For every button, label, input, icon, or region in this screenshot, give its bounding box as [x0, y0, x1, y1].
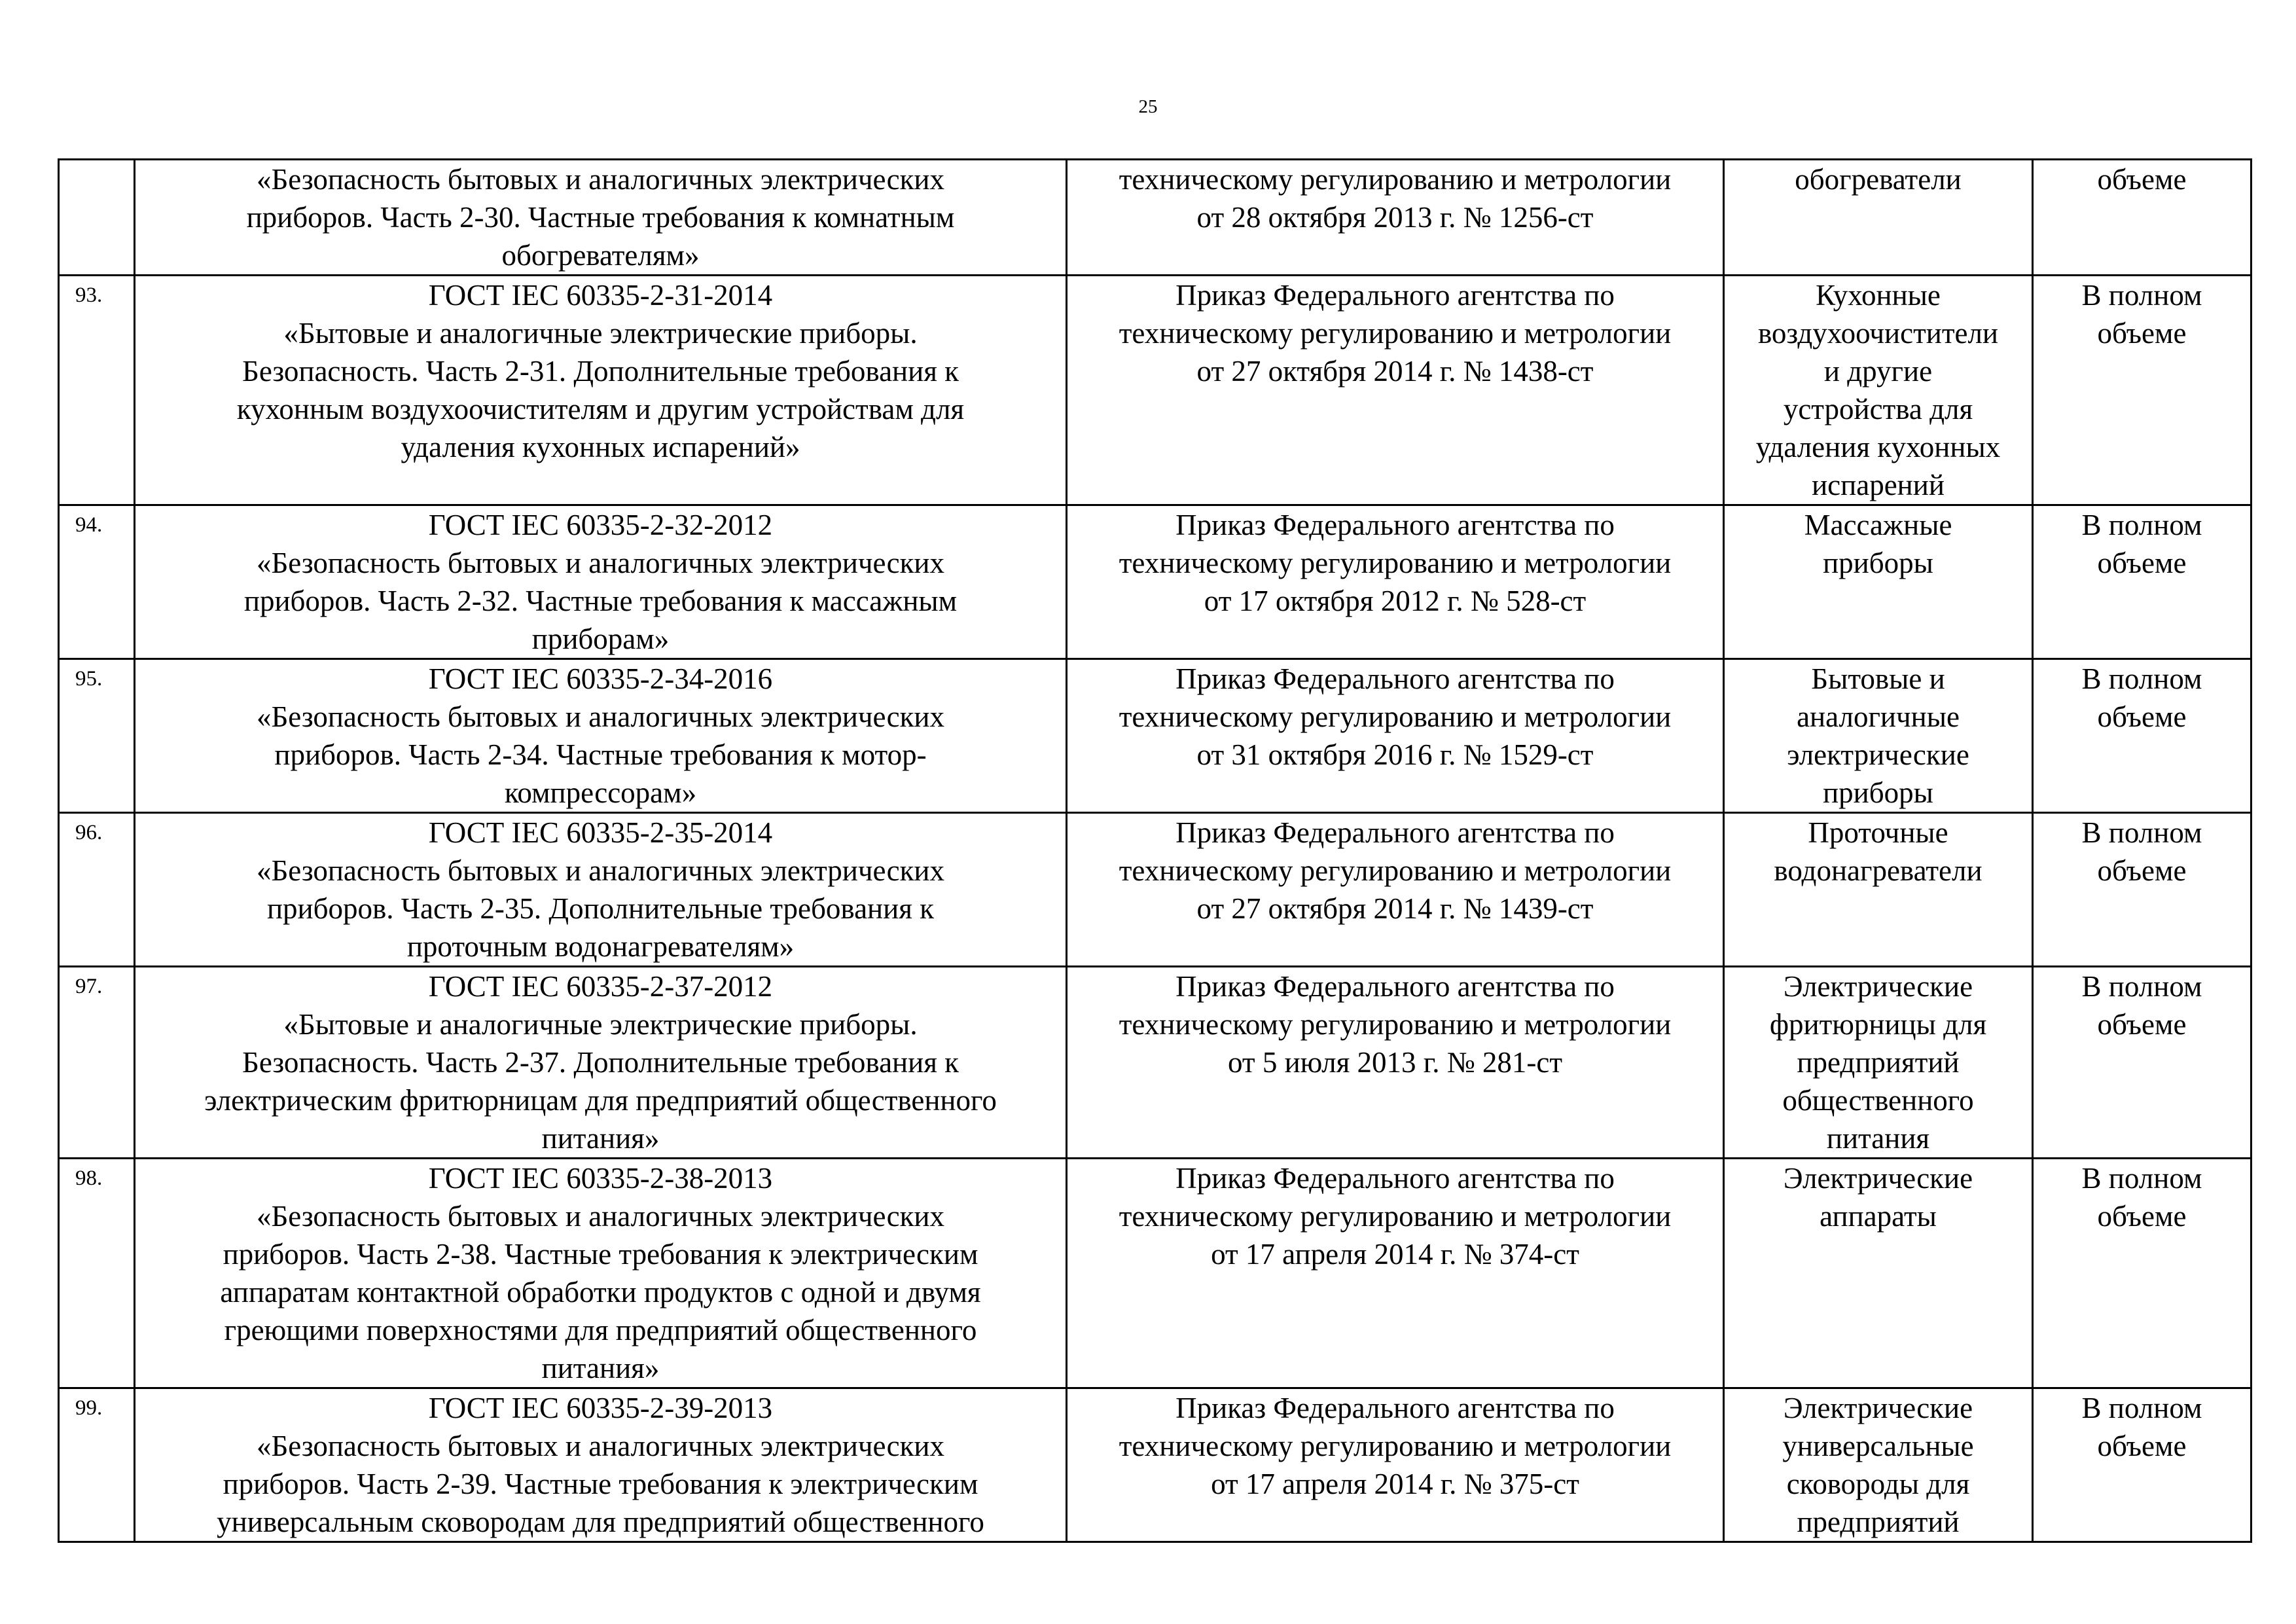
standards-table: [58, 158, 2252, 1543]
regulated-object-line: обогреватели: [1795, 163, 1962, 196]
standard-title-line: обогревателям»: [501, 239, 700, 272]
row-number-cell: 98.: [59, 1159, 135, 1388]
regulated-object-cell: [1724, 813, 2033, 967]
row-number-cell: 97.: [59, 967, 135, 1159]
standard-title-line: компрессорам»: [504, 776, 697, 809]
approval-order-cell: [1067, 813, 1724, 967]
application-scope-cell: [2033, 1159, 2251, 1388]
regulated-object-cell: [1724, 967, 2033, 1159]
regulated-object-line: Бытовые и: [1811, 662, 1945, 695]
application-scope-line: объеме: [2097, 317, 2187, 350]
regulated-object-cell: [1724, 1159, 2033, 1388]
standard-title-line: «Безопасность бытовых и аналогичных электрических: [256, 1430, 945, 1462]
regulated-object-line: водонагреватели: [1774, 854, 1982, 887]
approval-order-line: от 27 октября 2014 г. № 1439-ст: [1196, 892, 1594, 925]
regulated-object-line: питания: [1826, 1122, 1930, 1155]
standard-title-line: питания»: [541, 1122, 660, 1155]
regulated-object-line: Электрические: [1783, 970, 1973, 1003]
regulated-object-line: Электрические: [1783, 1392, 1973, 1424]
approval-order-line: от 5 июля 2013 г. № 281-ст: [1228, 1046, 1562, 1079]
row-number-cell: 95.: [59, 659, 135, 813]
standard-title-line: удаления кухонных испарений»: [401, 431, 800, 463]
standard-title-line: ГОСТ IEC 60335-2-31-2014: [428, 279, 773, 312]
application-scope-cell: [2033, 1388, 2251, 1542]
approval-order-line: от 17 апреля 2014 г. № 374-ст: [1211, 1238, 1579, 1271]
application-scope-line: объеме: [2097, 163, 2187, 196]
approval-order-cell: [1067, 659, 1724, 813]
application-scope-line: объеме: [2097, 1200, 2187, 1233]
application-scope-line: объеме: [2097, 700, 2187, 733]
application-scope-line: В полном: [2081, 816, 2202, 849]
approval-order-cell: [1067, 967, 1724, 1159]
approval-order-cell: [1067, 505, 1724, 659]
standard-title-cell: [135, 1159, 1067, 1388]
row-number-cell: [59, 160, 135, 276]
approval-order-line: техническому регулированию и метрологии: [1119, 1008, 1672, 1041]
regulated-object-cell: [1724, 160, 2033, 276]
regulated-object-line: Кухонные: [1816, 279, 1941, 312]
table-row: [59, 1388, 2251, 1542]
approval-order-line: техническому регулированию и метрологии: [1119, 1200, 1672, 1233]
standard-title-line: «Безопасность бытовых и аналогичных электрических: [256, 163, 945, 196]
application-scope-line: объеме: [2097, 1430, 2187, 1462]
application-scope-cell: [2033, 160, 2251, 276]
regulated-object-cell: [1724, 276, 2033, 505]
approval-order-line: техническому регулированию и метрологии: [1119, 700, 1672, 733]
standard-title-line: ГОСТ IEC 60335-2-38-2013: [428, 1162, 773, 1195]
application-scope-line: В полном: [2081, 1392, 2202, 1424]
standard-title-cell: [135, 276, 1067, 505]
regulated-object-line: удаления кухонных: [1755, 431, 2001, 463]
standard-title-cell: [135, 1388, 1067, 1542]
standard-title-line: «Безопасность бытовых и аналогичных электрических: [256, 547, 945, 579]
approval-order-line: Приказ Федерального агентства по: [1175, 1392, 1615, 1424]
standard-title-cell: [135, 813, 1067, 967]
standard-title-cell: [135, 505, 1067, 659]
row-number-cell: 94.: [59, 505, 135, 659]
standard-title-line: ГОСТ IEC 60335-2-34-2016: [428, 662, 773, 695]
approval-order-cell: [1067, 1159, 1724, 1388]
approval-order-line: от 17 октября 2012 г. № 528-ст: [1204, 585, 1587, 617]
application-scope-line: объеме: [2097, 854, 2187, 887]
regulated-object-line: аналогичные: [1797, 700, 1960, 733]
approval-order-line: от 28 октября 2013 г. № 1256-ст: [1196, 201, 1594, 234]
regulated-object-line: воздухоочистители: [1757, 317, 1999, 350]
standard-title-line: приборов. Часть 2-38. Частные требования к электрическим: [223, 1238, 978, 1271]
standard-title-line: приборов. Часть 2-34. Частные требования к мотор-: [274, 738, 927, 771]
regulated-object-line: универсальные: [1782, 1430, 1974, 1462]
standard-title-cell: [135, 160, 1067, 276]
application-scope-line: В полном: [2081, 662, 2202, 695]
standard-title-line: «Бытовые и аналогичные электрические приборы.: [283, 1008, 918, 1041]
standard-title-line: приборов. Часть 2-39. Частные требования к электрическим: [223, 1468, 978, 1500]
standard-title-line: «Бытовые и аналогичные электрические приборы.: [283, 317, 918, 350]
application-scope-line: В полном: [2081, 970, 2202, 1003]
approval-order-line: Приказ Федерального агентства по: [1175, 970, 1615, 1003]
application-scope-line: В полном: [2081, 1162, 2202, 1195]
application-scope-cell: [2033, 505, 2251, 659]
standard-title-line: приборам»: [531, 623, 670, 655]
standard-title-line: ГОСТ IEC 60335-2-35-2014: [428, 816, 773, 849]
standard-title-line: Безопасность. Часть 2-31. Дополнительные требования к: [242, 355, 960, 388]
approval-order-line: Приказ Федерального агентства по: [1175, 279, 1615, 312]
approval-order-line: техническому регулированию и метрологии: [1119, 1430, 1672, 1462]
approval-order-line: от 27 октября 2014 г. № 1438-ст: [1196, 355, 1594, 388]
table-row: [59, 813, 2251, 967]
regulated-object-line: Электрические: [1783, 1162, 1973, 1195]
standard-title-line: ГОСТ IEC 60335-2-32-2012: [428, 509, 773, 541]
standard-title-line: приборов. Часть 2-32. Частные требования к массажным: [243, 585, 958, 617]
standard-title-line: «Безопасность бытовых и аналогичных электрических: [256, 1200, 945, 1233]
application-scope-line: объеме: [2097, 547, 2187, 579]
approval-order-line: Приказ Федерального агентства по: [1175, 509, 1615, 541]
approval-order-line: техническому регулированию и метрологии: [1119, 854, 1672, 887]
approval-order-line: техническому регулированию и метрологии: [1119, 317, 1672, 350]
application-scope-cell: [2033, 659, 2251, 813]
standard-title-line: приборов. Часть 2-30. Частные требования к комнатным: [246, 201, 955, 234]
application-scope-line: В полном: [2081, 279, 2202, 312]
regulated-object-line: общественного: [1782, 1084, 1974, 1117]
standard-title-line: кухонным воздухоочистителям и другим устройствам для: [236, 393, 965, 425]
approval-order-line: техническому регулированию и метрологии: [1119, 547, 1672, 579]
table-row: [59, 967, 2251, 1159]
regulated-object-line: устройства для: [1783, 393, 1973, 425]
page-number: 25: [1138, 96, 1158, 117]
regulated-object-line: предприятий: [1797, 1046, 1960, 1079]
application-scope-cell: [2033, 813, 2251, 967]
application-scope-cell: [2033, 967, 2251, 1159]
application-scope-line: В полном: [2081, 509, 2202, 541]
approval-order-line: Приказ Федерального агентства по: [1175, 816, 1615, 849]
application-scope-cell: [2033, 276, 2251, 505]
standard-title-line: приборов. Часть 2-35. Дополнительные требования к: [266, 892, 935, 925]
standard-title-line: ГОСТ IEC 60335-2-39-2013: [428, 1392, 773, 1424]
approval-order-cell: [1067, 276, 1724, 505]
table-row: [59, 1159, 2251, 1388]
approval-order-line: от 31 октября 2016 г. № 1529-ст: [1196, 738, 1594, 771]
regulated-object-line: сковороды для: [1786, 1468, 1970, 1500]
approval-order-cell: [1067, 1388, 1724, 1542]
standard-title-line: универсальным сковородам для предприятий общественного: [217, 1506, 984, 1538]
standard-title-line: питания»: [541, 1352, 660, 1384]
standard-title-line: Безопасность. Часть 2-37. Дополнительные требования к: [242, 1046, 960, 1079]
standard-title-line: аппаратам контактной обработки продуктов с одной и двумя: [220, 1276, 981, 1308]
standard-title-cell: [135, 659, 1067, 813]
regulated-object-line: приборы: [1823, 776, 1933, 809]
standard-title-line: проточным водонагревателям»: [406, 930, 795, 963]
regulated-object-line: приборы: [1823, 547, 1933, 579]
standard-title-cell: [135, 967, 1067, 1159]
approval-order-line: от 17 апреля 2014 г. № 375-ст: [1211, 1468, 1579, 1500]
approval-order-cell: [1067, 160, 1724, 276]
standard-title-line: греющими поверхностями для предприятий общественного: [224, 1314, 977, 1346]
row-number-cell: 99.: [59, 1388, 135, 1542]
application-scope-line: объеме: [2097, 1008, 2187, 1041]
approval-order-line: Приказ Федерального агентства по: [1175, 662, 1615, 695]
regulated-object-line: электрические: [1787, 738, 1969, 771]
table-row: [59, 659, 2251, 813]
row-number-cell: 96.: [59, 813, 135, 967]
standard-title-line: электрическим фритюрницам для предприятий общественного: [204, 1084, 997, 1117]
regulated-object-cell: [1724, 1388, 2033, 1542]
row-number-cell: 93.: [59, 276, 135, 505]
regulated-object-line: предприятий: [1797, 1506, 1960, 1538]
approval-order-line: техническому регулированию и метрологии: [1119, 163, 1672, 196]
regulated-object-line: испарений: [1812, 469, 1945, 501]
standard-title-line: «Безопасность бытовых и аналогичных электрических: [256, 854, 945, 887]
regulated-object-line: аппараты: [1820, 1200, 1937, 1233]
table-row: [59, 160, 2251, 276]
table-row: [59, 505, 2251, 659]
standard-title-line: «Безопасность бытовых и аналогичных электрических: [256, 700, 945, 733]
regulated-object-cell: [1724, 659, 2033, 813]
approval-order-line: Приказ Федерального агентства по: [1175, 1162, 1615, 1195]
regulated-object-line: фритюрницы для: [1769, 1008, 1987, 1041]
regulated-object-line: Массажные: [1804, 509, 1952, 541]
regulated-object-line: Проточные: [1808, 816, 1948, 849]
table-row: [59, 276, 2251, 505]
standard-title-line: ГОСТ IEC 60335-2-37-2012: [428, 970, 773, 1003]
regulated-object-line: и другие: [1823, 355, 1933, 388]
regulated-object-cell: [1724, 505, 2033, 659]
